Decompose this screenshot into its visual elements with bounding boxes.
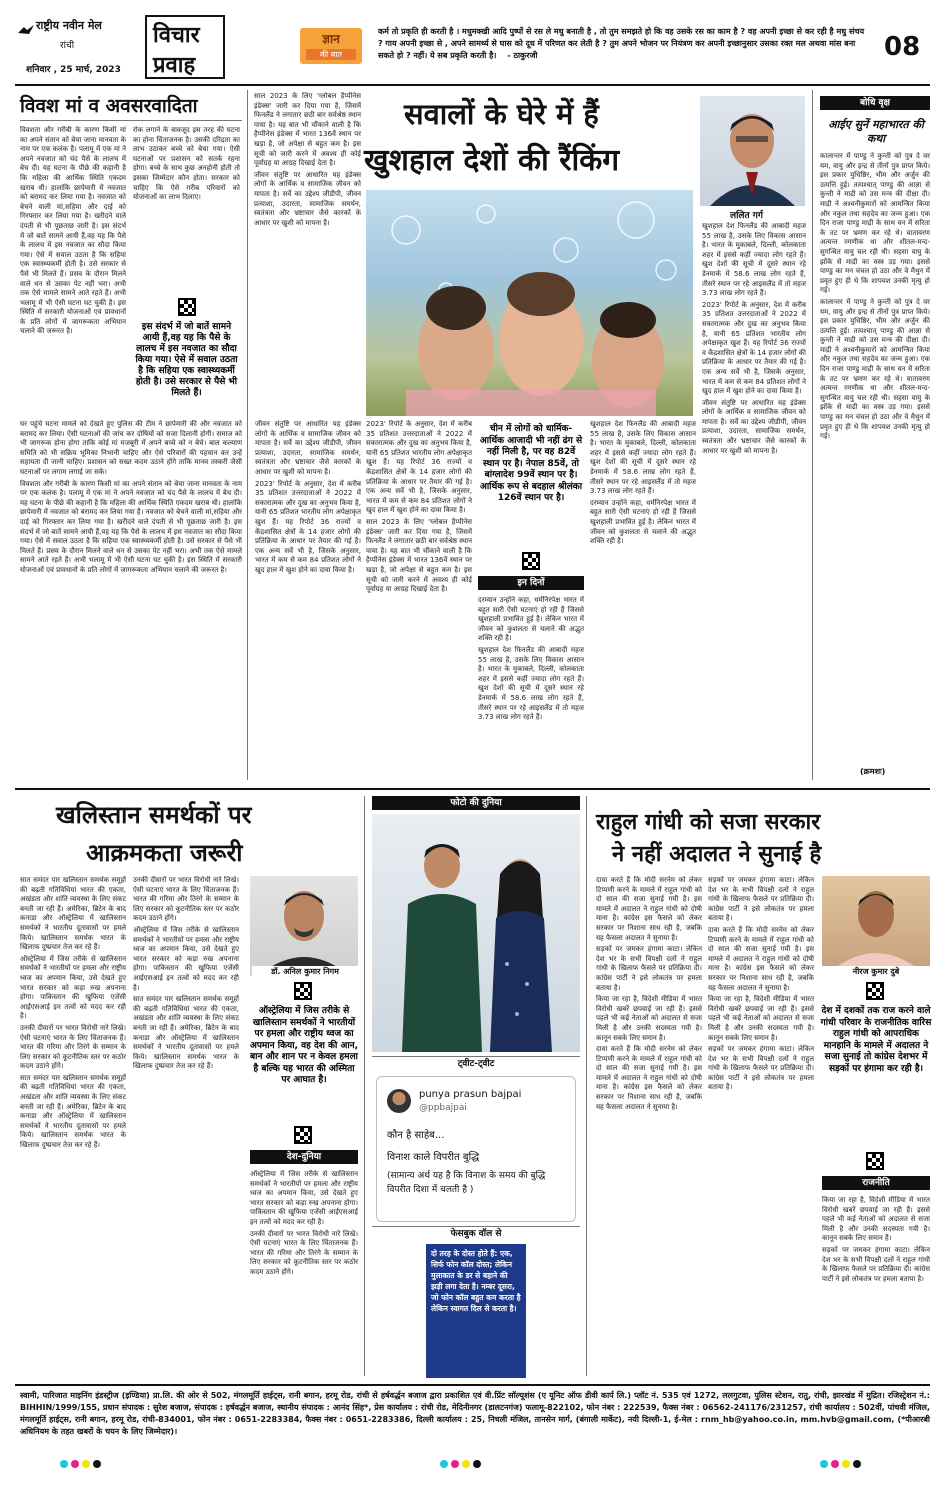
rahul-col2-text: सड़कों पर जमकर हंगामा काटा। लेकिन देश भर के सभी विपक्षी दलों ने राहुल गांधी के खिलाफ फैसले पर प्रतिक्रिया दी। कांग्रेस पार्टी ने इसे लोकतंत्र पर हमला बताया है।: [708, 876, 814, 923]
desh-duniya-marker-icon: [294, 1126, 312, 1144]
section-title-vichar: विचार: [153, 23, 200, 48]
color-registration-bar-center: [440, 1460, 481, 1468]
editorial-col2-text: रोक लगाने के बावजूद इस तरह की घटना का होना चिंताजनक है। उसकी दरिद्रता का लाभ उठाकर बच्चे को बेचा गया। ऐसी घटनाओं पर प्रशासन को सतर्क रहना होगा। बच्चे के साथ कुछ अनहोनी होती तो इसका जिम्मेदार कौन होता। सरकार को चाहिए कि ऐसे गरीब परिवारों को योजनाओं का लाभ दिलाए।: [133, 126, 240, 202]
ki-baat-label: की बात: [306, 49, 356, 60]
editorial-bottom: [20, 420, 242, 780]
editorial-col2-top: [133, 126, 240, 294]
tweet-text-2: विनाश काले विपरीत बुद्धि: [387, 1152, 480, 1163]
happiness-col-e-text: खुशहाल देश फिनलैंड की आबादी महज 55 लाख है, उसके लिए विकास आसान है। भारत के मुकाबले, दिल्ली, कोलकाता शहर में इससे कहीं ज्यादा लोग रहते हैं। खुश देशों की सूची में दूसरे स्थान रहे डेनमार्क में 58.6 लाख लोग रहते हैं, तीसरे स्थान पर रहे आइसलैंड में तो महज 3.73 लाख लोग रहते हैं।: [702, 222, 806, 298]
khalistan-col2-text-3: सात समंदर पार खलिस्तान समर्थक समूहों की बढ़ती गतिविधियां भारत की एकता, अखंडता और शांति व्यवस्था के लिए संकट बनती जा रही हैं। अमेरिका, ब्रिटेन के बाद कनाडा और ऑस्ट्रेलिया में खालिस्तान समर्थकों ने भारतीय दूतावासों पर हमले किये। खालिस्तान समर्थक भारत के खिलाफ दुष्प्रचार तेज कर रहे हैं।: [133, 995, 239, 1071]
thought-quote: [378, 26, 868, 62]
khalistan-col1-text-2: ऑस्ट्रेलिया में जिस तरीके से खालिस्तान समर्थकों ने भारतीयों पर हमला और राष्ट्रीय ध्वज का अपमान किया, उसे देखते हुए भारत सरकार को कड़ा रुख अपनाना होगा। पाकिस्तान की खुफिया एजेंसी आईएसआई इन तत्वों को मदद कर रही है।: [20, 954, 126, 1021]
rahul-col1-text-2: सड़कों पर जमकर हंगामा काटा। लेकिन देश भर के सभी विपक्षी दलों ने राहुल गांधी के खिलाफ फैसले पर प्रतिक्रिया दी। कांग्रेस पार्टी ने इसे लोकतंत्र पर हमला बताया है।: [596, 945, 702, 992]
rahul-col1-text-4: दावा करते हैं कि मोदी सरनेम को लेकर टिप्पणी करने के मामले में राहुल गांधी को दो साल की सजा सुनाई गयी है। इस मामले में अदालत ने राहुल गांधी को दोषी माना है। कांग्रेस इस फैसले को लेकर सरकार पर निशाना साध रही है, जबकि यह फैसला अदालत ने सुनाया है।: [596, 1045, 702, 1111]
khalistan-col1-text-4: सात समंदर पार खलिस्तान समर्थक समूहों की बढ़ती गतिविधियां भारत की एकता, अखंडता और शांति व्यवस्था के लिए संकट बनती जा रही हैं। अमेरिका, ब्रिटेन के बाद कनाडा और ऑस्ट्रेलिया में खालिस्तान समर्थकों ने भारतीय दूतावासों पर हमले किये। खालिस्तान समर्थक भारत के खिलाफ दुष्प्रचार तेज कर रहे हैं।: [20, 1073, 126, 1150]
khalistan-col2-text-2: ऑस्ट्रेलिया में जिस तरीके से खालिस्तान समर्थकों ने भारतीयों पर हमला और राष्ट्रीय ध्वज का अपमान किया, उसे देखते हुए भारत सरकार को कड़ा रुख अपनाना होगा। पाकिस्तान की खुफिया एजेंसी आईएसआई इन तत्वों को मदद कर रही है।: [133, 925, 239, 992]
happiness-col-e-text-3: जीवन संतुष्टि पर आधारित यह इंडेक्स लोगों के आर्थिक व सामाजिक जीवन को मापता है। सर्वे का उद्देश्य जीडीपी, जीवन प्रत्याशा, उदारता, सामाजिक समर्थन, स्वतंत्रता और भ्रष्टाचार जैसे कारकों के आधार पर खुशी को मापना है।: [702, 398, 806, 455]
gyan-ki-baat-badge: [300, 28, 362, 64]
color-registration-bar-left: [60, 1460, 101, 1468]
happiness-col-a-text: 2023' रिपोर्ट के अनुसार, देश में करीब 35 प्रतिशत उत्तरदाताओं ने 2022 में सकारात्मक और दुख का अनुभव किया है, यानी 65 प्रतिशत भारतीय लोग अपेक्षाकृत खुश हैं। यह रिपोर्ट 36 राज्यों व केंद्रशासित क्षेत्रों के 14 हजार लोगों की प्रतिक्रिया के आधार पर तैयार की गई है। एक अन्य सर्वे भी है, जिसके अनुसार, भारत में कम से कम 84 प्रतिशत लोगों ने खुद हाल में खुश होने का दावा किया है।: [366, 420, 472, 515]
gyan-label: ज्ञान: [322, 32, 340, 46]
khalistan-col3: [250, 1170, 358, 1376]
quote-text: कर्म तो प्रकृति ही करती है । मधुमक्खी आदि पुष्पों से रस ले मधु बनाती है , तो तुम समझते हो कि वह उसके रस का काम है ? वह अपनी इच्छा से कर रही है मधु संचय ? गाय अपनी इच्छा से , अपने सामर्थ्य से घास को दूध में परिणत कर लेती है ? तुम अपने भोजन पर नियंत्रण कर अपनी इच्छानुसार उसका रक्त मल अथवा मांस बना सकते हो ? नहीं। ये सब प्रकृति करती है।: [378, 27, 865, 60]
masthead: [0, 0, 945, 86]
happiness-col-a-text-2: साल 2023 के लिए 'ग्लोबल हैप्पीनेस इंडेक्स' जारी कर दिया गया है, जिसमें फिनलैंड ने लगातार छठी बार सर्वश्रेष्ठ स्थान पाया है। यह बात भी चौंकाने वाली है कि हैप्पीनेस इंडेक्स में भारत 136वें स्थान पर खड़ा है, जो अपेक्षा से बहुत कम है। इस सूची को जारी करने में अवश्य ही कोई पूर्वाग्रह या आग्रह दिखाई देता है।: [366, 517, 472, 594]
paper-name: राष्ट्रीय नवीन मेल: [36, 19, 102, 32]
khalistan-headline-1: खलिस्तान समर्थकों पर: [56, 801, 252, 829]
rahul-col1-text: दावा करते हैं कि मोदी सरनेम को लेकर टिप्पणी करने के मामले में राहुल गांधी को दो साल की सजा सुनाई गयी है। इस मामले में अदालत ने राहुल गांधी को दोषी माना है। कांग्रेस इस फैसले को लेकर सरकार पर निशाना साध रही है, जबकि यह फैसला अदालत ने सुनाया है।: [596, 876, 702, 942]
masthead-rule: [15, 84, 930, 86]
author-anil-nigam-photo: [250, 876, 358, 976]
rahul-col2-text-4: सड़कों पर जमकर हंगामा काटा। लेकिन देश भर के सभी विपक्षी दलों ने राहुल गांधी के खिलाफ फैसले पर प्रतिक्रिया दी। कांग्रेस पार्टी ने इसे लोकतंत्र पर हमला बताया है।: [708, 1045, 814, 1092]
rahul-col1-text-3: किया जा रहा है, विदेशी मीडिया में भारत विरोधी खबरें छपवाई जा रही हैं। इससे पहले भी कई नेताओं को अदालत से सजा मिली है और उनकी सदस्यता गयी है। कानून सबके लिए समान है।: [596, 995, 702, 1042]
happiness-col-b-text: जीवन संतुष्टि पर आधारित यह इंडेक्स लोगों के आर्थिक व सामाजिक जीवन को मापता है। सर्वे का उद्देश्य जीडीपी, जीवन प्रत्याशा, उदारता, सामाजिक समर्थन, स्वतंत्रता और भ्रष्टाचार जैसे कारकों के आधार पर खुशी को मापना है।: [255, 420, 361, 476]
rahul-col2: [708, 876, 814, 1376]
editorial-headline: विवश मां व अवसरवादिता: [20, 95, 198, 117]
couple-photo: [372, 814, 580, 1052]
divider-photo: [364, 796, 365, 1376]
rahul-col2-text-3: किया जा रहा है, विदेशी मीडिया में भारत विरोधी खबरें छपवाई जा रही हैं। इससे पहले भी कई नेताओं को अदालत से सजा मिली है और उनकी सदस्यता गयी है। कानून सबके लिए समान है।: [708, 995, 814, 1042]
mid-rule: [15, 788, 930, 790]
rahul-pullquote: देश में दशकों तक राज करने वाले गांधी परिवार के राजनीतिक वारिस राहुल गांधी को आपराधिक मानहानि के मामले में अदालत ने सजा सुनाई तो कांग्रेस देशभर में सड़कों पर हंगामा कर रही है।: [820, 1006, 932, 1074]
happiness-col-c: [478, 596, 584, 780]
bodhi-text-col: [820, 152, 930, 764]
happiness-col-e: [702, 222, 806, 780]
happiness-intro-text: साल 2023 के लिए 'ग्लोबल हैप्पीनेस इंडेक्स' जारी कर दिया गया है, जिसमें फिनलैंड ने लगातार छठी बार सर्वश्रेष्ठ स्थान पाया है। यह बात भी चौंकाने वाली है कि हैप्पीनेस इंडेक्स में भारत 136वें स्थान पर खड़ा है, जो अपेक्षा से बहुत कम है। इस सूची को जारी करने में अवश्य ही कोई पूर्वाग्रह या आग्रह दिखाई देता है।: [254, 92, 361, 168]
khalistan-col1: [20, 876, 126, 1376]
tweet-author-name: punya prasun bajpai: [419, 1089, 522, 1100]
khalistan-col3-text: ऑस्ट्रेलिया में जिस तरीके से खालिस्तान समर्थकों ने भारतीयों पर हमला और राष्ट्रीय ध्वज का अपमान किया, उसे देखते हुए भारत सरकार को कड़ा रुख अपनाना होगा। पाकिस्तान की खुफिया एजेंसी आईएसआई इन तत्वों को मदद कर रही है।: [250, 1170, 358, 1226]
city-name: रांची: [60, 41, 75, 51]
khalistan-col1-text-3: उनकी दीवारों पर भारत विरोधी नारे लिखे। ऐसी घटनाएं भारत के लिए चिंताजनक हैं। भारत की गरिमा और तिरंगे के सम्मान के लिए सरकार को कूटनीतिक स्तर पर कठोर कदम उठाने होंगे।: [20, 1023, 126, 1071]
inn-dino-label: इन दिनों: [478, 576, 584, 590]
rahul-col3: [822, 1196, 930, 1376]
khalistan-col3-text-2: उनकी दीवारों पर भारत विरोधी नारे लिखे। ऐसी घटनाएं भारत के लिए चिंताजनक हैं। भारत की गरिमा और तिरंगे के सम्मान के लिए सरकार को कूटनीतिक स्तर पर कठोर कदम उठाने होंगे।: [250, 1229, 358, 1276]
divider-editorial: [247, 90, 248, 780]
imprint-line: स्वामी, पारिजात माइनिंग इंडस्ट्रीज (इण्डिया) प्रा.लि. की ओर से 502, मंगलमूर्ति हाईट्स, रानी बगान, हरमू रोड, रांची से हर्षवर्द्धन बजाज द्वारा प्रकाशित एवं वी.प्रिंट सॉल्यूशंस (ए यूनिट ऑफ डीवी कार्प लि.) प्लॉट नं. 535 एवं 1272, ललगुटवा, पुलिस स्टेशन, रातु, रांची, झारखंड में मुद्रित। रजिस्ट्रेशन नं.: BIHHIN/1999/155, प्रधान संपादक : सुरेश बजाज, संपादक : हर्षवर्द्धन बजाज, स्थानीय संपादक : आनंद सिंह*, प्रेस कार्यालय : रांची रोड, मेदिनीनगर (डालटनगंज) फलामू-822102, फोन नंबर : 222539, फैक्स नंबर : 06562-241176/231257, रांची कार्यालय : 502वीं, पांचवी मंजिल, मंगलमूर्ति हाईट्स, रानी बगान, हरमू रोड, रांची-834001, फोन नंबर : 0651-2283384, फैक्स नंबर : 0651-2283386, दिल्ली कार्यालय : 25, निचली मंजिल, तानसेन मार्ग, (बंगाली मार्केट), नयी दिल्ली-1, ई-मेल : rnm_hb@yahoo.co.in, mm.hvb@gmail.com, (*पीआरबी अधिनियम के तहत खबरों के चयन के लिए जिम्मेदार)।: [20, 1391, 930, 1436]
khalistan-pullquote: ऑस्ट्रेलिया में जिस तरीके से खालिस्तान समर्थकों ने भारतीयों पर हमला और राष्ट्रीय ध्वज का अपमान किया, वह देश की आन, बान और शान पर न केवल हमला है बल्कि यह भारत की अस्मिता पर आघात है।: [249, 1006, 359, 1085]
editorial-col1: [20, 126, 126, 416]
bodhi-text-2: कालान्तर में पाण्डु ने कुन्ती को पुत्र दे वर यम, वायु और इन्द्र से तीनों पुत्र प्राप्त किये। इस प्रकार युधिष्ठिर, भीम और अर्जुन की उत्पत्ति हुई। तत्पश्चात् पाण्डु की आज्ञा से कुन्ती ने माद्री को उस मन्त्र की दीक्षा दी। माद्री ने अश्वनीकुमारों को आमन्त्रित किया और नकुल तथा सहदेव का जन्म हुआ। एक दिन राजा पाण्डु माद्री के साथ वन में सरिता के तट पर भ्रमण कर रहे थे। वातावरण अत्यन्त रमणीक था और शीतल-मन्द-सुगन्धित वायु चल रही थी। सहसा वायु के झोंके से माद्री का वस्त्र उड़ गया। इससे पाण्डु का मन चंचल हो उठा और वे मैथुन में प्रवृत हुए ही थे कि शापवश उनकी मृत्यु हो गई।: [820, 297, 930, 441]
rahul-col3-text-2: सड़कों पर जमकर हंगामा काटा। लेकिन देश भर के सभी विपक्षी दलों ने राहुल गांधी के खिलाफ फैसले पर प्रतिक्रिया दी। कांग्रेस पार्टी ने इसे लोकतंत्र पर हमला बताया है।: [822, 1245, 930, 1283]
edition-date: शनिवार , 25 मार्च, 2023: [26, 65, 121, 75]
tweet-card: [376, 1076, 576, 1222]
rahul-col1: [596, 876, 702, 1376]
divider-bodhi: [812, 90, 813, 780]
bodhi-text: कालान्तर में पाण्डु ने कुन्ती को पुत्र दे वर यम, वायु और इन्द्र से तीनों पुत्र प्राप्त किये। इस प्रकार युधिष्ठिर, भीम और अर्जुन की उत्पत्ति हुई। तत्पश्चात् पाण्डु की आज्ञा से कुन्ती ने माद्री को उस मन्त्र की दीक्षा दी। माद्री ने अश्वनीकुमारों को आमन्त्रित किया और नकुल तथा सहदेव का जन्म हुआ। एक दिन राजा पाण्डु माद्री के साथ वन में सरिता के तट पर भ्रमण कर रहे थे। वातावरण अत्यन्त रमणीक था और शीतल-मन्द-सुगन्धित वायु चल रही थी। सहसा वायु के झोंके से माद्री का वस्त्र उड़ गया। इससे पाण्डु का मन चंचल हो उठा और वे मैथुन में प्रवृत हुए ही थे कि शापवश उनकी मृत्यु हो गई।: [820, 152, 930, 295]
happiness-col-b-text-2: 2023' रिपोर्ट के अनुसार, देश में करीब 35 प्रतिशत उत्तरदाताओं ने 2022 में सकारात्मक और दुख का अनुभव किया है, यानी 65 प्रतिशत भारतीय लोग अपेक्षाकृत खुश हैं। यह रिपोर्ट 36 राज्यों व केंद्रशासित क्षेत्रों के 14 हजार लोगों की प्रतिक्रिया के आधार पर तैयार की गई है। एक अन्य सर्वे भी है, जिसके अनुसार, भारत में कम से कम 84 प्रतिशत लोगों ने खुद हाल में खुश होने का दावा किया है।: [255, 479, 361, 574]
khalistan-col2-text: उनकी दीवारों पर भारत विरोधी नारे लिखे। ऐसी घटनाएं भारत के लिए चिंताजनक हैं। भारत की गरिमा और तिरंगे के सम्मान के लिए सरकार को कूटनीतिक स्तर पर कठोर कदम उठाने होंगे।: [133, 876, 239, 923]
happiness-headline-2: खुशहाल देशों की रैंकिंग: [364, 143, 620, 178]
khalistan-pullquote-marker-icon: [294, 982, 312, 1000]
happiness-intro: [254, 92, 361, 412]
happiness-pullquote: चीन में लोगों को धार्मिक-आर्थिक आजादी भी नहीं ढंग से नहीं मिली है, पर वह 82वें स्थान पर है। नेपाल 85वें, तो बांग्लादेश 99वें स्थान पर है। आर्थिक रूप से बदहाल श्रीलंका 126वें स्थान पर है।: [479, 424, 583, 503]
children-bubbles-photo: [366, 190, 693, 416]
happiness-intro-text-2: जीवन संतुष्टि पर आधारित यह इंडेक्स लोगों के आर्थिक व सामाजिक जीवन को मापता है। सर्वे का उद्देश्य जीडीपी, जीवन प्रत्याशा, उदारता, सामाजिक समर्थन, स्वतंत्रता और भ्रष्टाचार जैसे कारकों के आधार पर खुशी को मापना है।: [254, 170, 361, 227]
rajneeti-label: राजनीति: [822, 1176, 930, 1190]
rahul-pullquote-marker-icon: [866, 982, 884, 1000]
author-lalit-garg: ललित गर्ग: [730, 211, 763, 221]
facebook-wall-label: फेसबुक वॉल से: [372, 1226, 580, 1241]
page-number: 08: [884, 32, 921, 62]
color-registration-bar-right: [820, 1460, 861, 1468]
happiness-col-d-text: खुशहाल देश फिनलैंड की आबादी महज 55 लाख है, उसके लिए विकास आसान है। भारत के मुकाबले, दिल्ली, कोलकाता शहर में इससे कहीं ज्यादा लोग रहते हैं। खुश देशों की सूची में दूसरे स्थान रहे डेनमार्क में 58.6 लाख लोग रहते हैं, तीसरे स्थान पर रहे आइसलैंड में तो महज 3.73 लाख लोग रहते हैं।: [590, 420, 696, 496]
inn-dino-marker-icon: [522, 552, 540, 570]
tweet-avatar: [387, 1089, 411, 1113]
editorial-pullquote: इस संदर्भ में जो बातें सामने आयी हैं,वह यह कि पैसे के लालच में इस नवजात का सौदा किया गया। ऐसे में सवाल उठता है कि सहिया एक स्वास्थ्यकर्मी होती है। उसे सरकार से पैसे भी मिलते हैं।: [135, 322, 238, 398]
happiness-col-c-text: दरम्यान उन्होंने कहा, धर्मनिरपेक्ष भारत में बहुत सारी ऐसी घटनाएं हो रही हैं जिससे खुशहाली प्रभावित हुई है। लेकिन भारत में जीवन को कुशलता से चलाने की अद्भुत शक्ति रही है।: [478, 596, 584, 643]
facebook-post: [426, 1244, 526, 1378]
editorial-col1-text: विवशता और गरीबी के कारण किसी मां का अपने संतान को बेचा जाना मानवता के नाम पर एक कलंक है। पलामू में एक मां ने अपने नवजात को चंद पैसे के लालच में बेच दी। यह घटना के पीछे की कहानी है कि महिला की आर्थिक स्थिति एकदम खराब थी। हालांकि छापेमारी में नवजात को बरामद कर लिया गया है। नवजात को बेचने वाली मां,सहिया और दाई को गिरफ्तार कर लिया गया है। खरीदने वाले दंपती से भी पूछताछ जारी है। इस संदर्भ में जो बातें सामने आयी हैं,वह यह कि पैसे के लालच में इस नवजात का सौदा किया गया। ऐसे में सवाल उठता है कि सहिया एक स्वास्थ्यकर्मी होती है। उसे सरकार से पैसे भी मिलते हैं। प्रसव के दौरान मिलने वाले धन से उसका पेट नहीं भरा। अभी तक ऐसे मामले सामने आते रहते हैं। अभी भलामू में भी ऐसी घटना घट चुकी है। इस स्थिति में सरकारी योजनाओं एवं प्रावधानों के प्रति लोगों में जागरूकता अभियान चलाने की जरूरत है।: [20, 126, 126, 336]
happiness-col-e-text-2: 2023' रिपोर्ट के अनुसार, देश में करीब 35 प्रतिशत उत्तरदाताओं ने 2022 में सकारात्मक और दुख का अनुभव किया है, यानी 65 प्रतिशत भारतीय लोग अपेक्षाकृत खुश हैं। यह रिपोर्ट 36 राज्यों व केंद्रशासित क्षेत्रों के 14 हजार लोगों की प्रतिक्रिया के आधार पर तैयार की गई है। एक अन्य सर्वे भी है, जिसके अनुसार, भारत में कम से कम 84 प्रतिशत लोगों ने खुद हाल में खुश होने का दावा किया है।: [702, 300, 806, 396]
khalistan-col1-text: सात समंदर पार खलिस्तान समर्थक समूहों की बढ़ती गतिविधियां भारत की एकता, अखंडता और शांति व्यवस्था के लिए संकट बनती जा रही हैं। अमेरिका, ब्रिटेन के बाद कनाडा और ऑस्ट्रेलिया में खालिस्तान समर्थकों ने भारतीय दूतावासों पर हमले किये। खालिस्तान समर्थक भारत के खिलाफ दुष्प्रचार तेज कर रहे हैं।: [20, 876, 126, 952]
photo-section-label: फोटो की दुनिया: [372, 796, 580, 810]
rahul-headline-2: ने नहीं अदालत ने सुनाई है: [612, 842, 822, 867]
rajneeti-marker-icon: [866, 1152, 884, 1170]
rahul-col2-text-2: दावा करते हैं कि मोदी सरनेम को लेकर टिप्पणी करने के मामले में राहुल गांधी को दो साल की सजा सुनाई गयी है। इस मामले में अदालत ने राहुल गांधी को दोषी माना है। कांग्रेस इस फैसले को लेकर सरकार पर निशाना साध रही है, जबकि यह फैसला अदालत ने सुनाया है।: [708, 925, 814, 992]
editorial-underline: [20, 120, 242, 121]
rahul-headline-1: राहुल गांधी को सजा सरकार: [596, 810, 821, 835]
author-anil-nigam: डॉ. अनिल कुमार निगम: [252, 966, 358, 977]
happiness-col-b: [255, 420, 361, 780]
happiness-col-a: [366, 420, 472, 780]
footer-rule: [15, 1384, 930, 1386]
desh-duniya-label: देश-दुनिया: [250, 1150, 358, 1164]
bodhi-label: बोधि वृक्ष: [820, 96, 930, 110]
section-title-pravah: प्रवाह: [153, 53, 196, 78]
tweet-text-1: कौन है साहेब...: [387, 1130, 445, 1141]
editorial-bottom-text-2: विवशता और गरीबी के कारण किसी मां का अपने संतान को बेचा जाना मानवता के नाम पर एक कलंक है। पलामू में एक मां ने अपने नवजात को चंद पैसे के लालच में बेच दी। यह घटना के पीछे की कहानी है कि महिला की आर्थिक स्थिति एकदम खराब थी। हालांकि छापेमारी में नवजात को बरामद कर लिया गया है। नवजात को बेचने वाली मां,सहिया और दाई को गिरफ्तार कर लिया गया है। खरीदने वाले दंपती से भी पूछताछ जारी है। इस संदर्भ में जो बातें सामने आयी हैं,वह यह कि पैसे के लालच में इस नवजात का सौदा किया गया। ऐसे में सवाल उठता है कि सहिया एक स्वास्थ्यकर्मी होती है। उसे सरकार से पैसे भी मिलते हैं। प्रसव के दौरान मिलने वाले धन से उसका पेट नहीं भरा। अभी तक ऐसे मामले सामने आते रहते हैं। अभी भलामू में भी ऐसी घटना घट चुकी है। इस स्थिति में सरकारी योजनाओं एवं प्रावधानों के प्रति लोगों में जागरूकता अभियान चलाने की जरूरत है।: [20, 479, 242, 574]
tweet-text-3: (सामान्य अर्थ यह है कि विनाश के समय की बुद्धि विपरीत दिशा में चलती है ): [387, 1171, 546, 1195]
paper-logo-icon: [18, 20, 34, 30]
khalistan-col2: [133, 876, 239, 1376]
author-lalit-garg-photo: [700, 96, 805, 206]
bodhi-author: (क्रमशः): [860, 767, 886, 776]
author-neeraj-dubey: नीरज कुमार दुबे: [822, 966, 930, 977]
happiness-col-d-text-2: दरम्यान उन्होंने कहा, धर्मनिरपेक्ष भारत में बहुत सारी ऐसी घटनाएं हो रही हैं जिससे खुशहाली प्रभावित हुई है। लेकिन भारत में जीवन को कुशलता से चलाने की अद्भुत शक्ति रही है।: [590, 498, 696, 546]
editorial-bottom-text: घर पहुंचे घटना मामले को देखते हुए पुलिस की टीम ने छापेमारी की और नवजात को बरामद कर लिया। ऐसी घटनाओं की जांच कर दोषियों को सजा दिलानी होगी। समाज को भी जागरूक होना होगा ताकि कोई मां मजबूरी में अपने बच्चे को न बेचे। बाल कल्याण समिति को भी सक्रिय भूमिका निभानी चाहिए और ऐसे परिवारों की पहचान कर उन्हें सहायता दी जानी चाहिए। प्रशासन को सख्त कदम उठाने होंगे ताकि मानव तस्करी जैसी घटनाओं पर लगाम लगाई जा सके।: [20, 420, 242, 476]
rahul-col3-text: किया जा रहा है, विदेशी मीडिया में भारत विरोधी खबरें छपवाई जा रही हैं। इससे पहले भी कई नेताओं को अदालत से सजा मिली है और उनकी सदस्यता गयी है। कानून सबके लिए समान है।: [822, 1196, 930, 1243]
happiness-headline-1: सवालों के घेरे में हैं: [404, 97, 599, 131]
quote-author: - ठाकुरजी: [507, 51, 538, 60]
divider-rahul: [586, 796, 587, 1376]
tweet-handle: @ppbajpai: [419, 1103, 467, 1113]
happiness-col-d: [590, 420, 696, 780]
happiness-col-c-text-2: खुशहाल देश फिनलैंड की आबादी महज 55 लाख है, उसके लिए विकास आसान है। भारत के मुकाबले, दिल्ली, कोलकाता शहर में इससे कहीं ज्यादा लोग रहते हैं। खुश देशों की सूची में दूसरे स्थान रहे डेनमार्क में 58.6 लाख लोग रहते हैं, तीसरे स्थान पर रहे आइसलैंड में तो महज 3.73 लाख लोग रहते हैं।: [478, 645, 584, 722]
pullquote-marker-icon: [178, 298, 196, 316]
author-neeraj-dubey-photo: [822, 876, 930, 972]
bodhi-headline: आईए सुनें महाभारत की कथा: [828, 118, 924, 145]
khalistan-headline-2: आक्रमकता जरूरी: [86, 839, 243, 867]
facebook-post-text: दो तरह के दोस्त होते हैं: एक, सिर्फ फोन कॉल दोस्त; लेकिन मुलाकात के डर से बहाने की झड़ी लगा देता है। नम्बर दूसरा, जो फोन कॉल बहुत कम करता है लेकिन स्वागत दिल से करता है।: [431, 1249, 521, 1313]
tweet-section-label: ट्वीट-ट्वीट: [372, 1056, 580, 1071]
section-title-box: [145, 15, 225, 79]
